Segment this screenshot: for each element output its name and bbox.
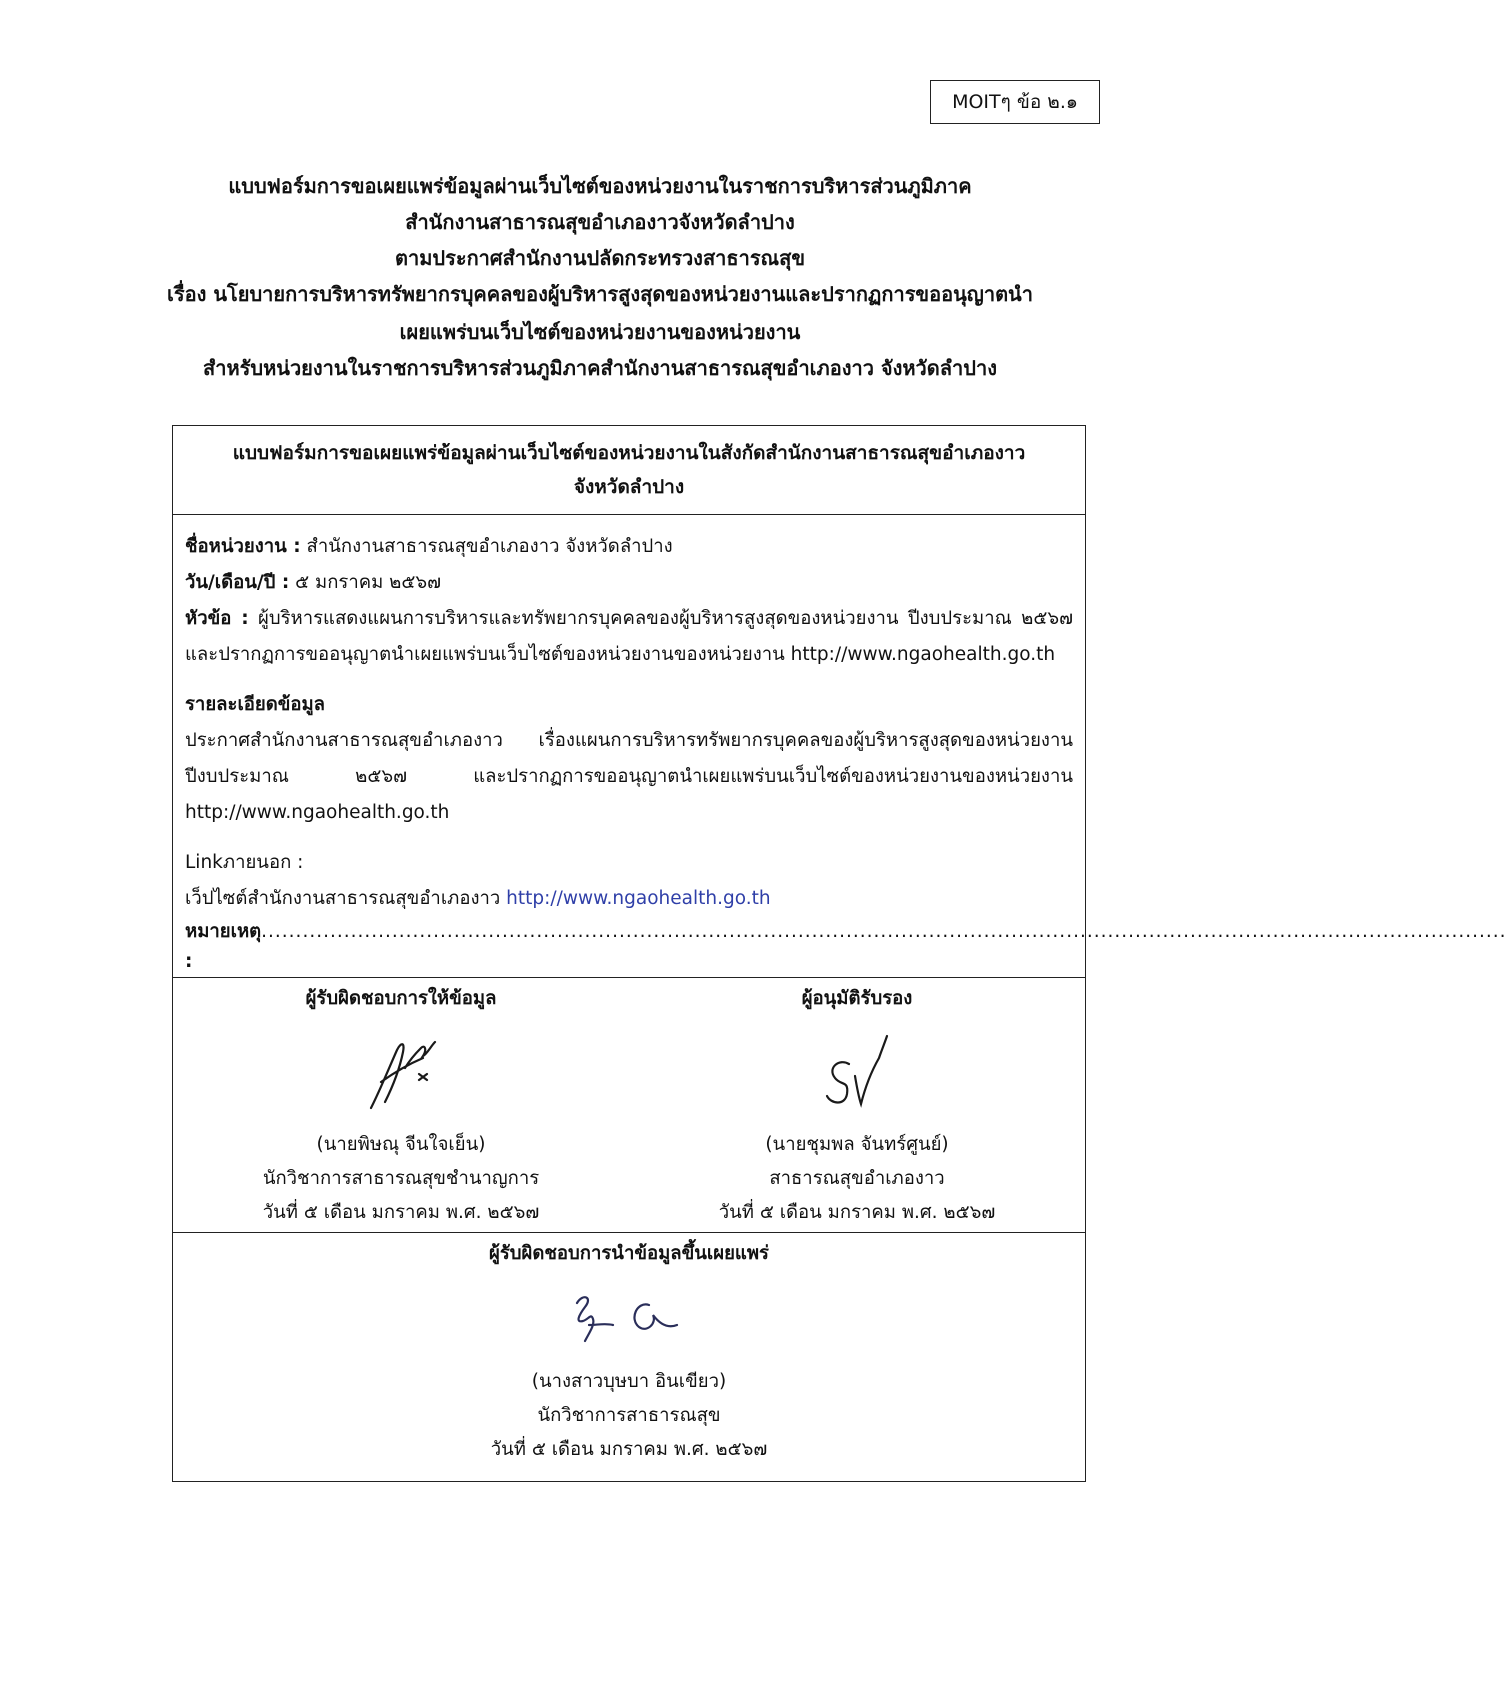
heading-line-6: สำหรับหน่วยงานในราชการบริหารส่วนภูมิภาคสำนักงานสาธารณสุขอำเภองาว จังหวัดลำปาง	[203, 356, 997, 380]
approver-position: สาธารณสุขอำเภองาว	[769, 1168, 945, 1189]
date-row	[185, 565, 1073, 601]
heading-line-5: เผยแพร่บนเว็บไซต์ของหน่วยงานของหน่วยงาน	[399, 320, 801, 344]
detail-label: รายละเอียดข้อมูล	[185, 694, 326, 715]
publisher-name: (นางสาวบุษบา อินเขียว)	[531, 1371, 727, 1392]
topic-row	[185, 601, 1073, 673]
document-code-box	[930, 80, 1100, 124]
heading-line-2: สำนักงานสาธารณสุขอำเภองาวจังหวัดลำปาง	[405, 210, 795, 234]
publication-form	[172, 425, 1507, 1482]
approver-signature	[797, 1028, 917, 1120]
topic-value: ผู้บริหารแสดงแผนการบริหารและทรัพยากรบุคคลของผู้บริหารสูงสุดของหน่วยงาน ปีงบประมาณ ๒๕๖๗ และปรากฏการขออนุญาตนำเผยแพร่บนเว็บไซต์ของหน่วยงานของหน่วยงาน http://www.ngaohealth.go.th	[185, 608, 1073, 665]
remark-dotted-line: .....................................................................................................................................................................................	[261, 921, 1507, 942]
spacer	[185, 673, 1073, 687]
provider-heading: ผู้รับผิดชอบการให้ข้อมูล	[305, 988, 497, 1009]
publisher-position: นักวิชาการสาธารณสุข	[537, 1405, 721, 1426]
document-code: MOITๆ ข้อ ๒.๑	[952, 91, 1078, 113]
topic-label: หัวข้อ :	[185, 608, 249, 629]
approver-heading: ผู้อนุมัติรับรอง	[801, 988, 913, 1009]
date-value: ๕ มกราคม ๒๕๖๗	[289, 572, 442, 593]
publisher-heading: ผู้รับผิดชอบการนำข้อมูลขึ้นเผยแพร่	[489, 1243, 769, 1264]
publisher-signature-block	[173, 1237, 1085, 1481]
provider-signature	[341, 1028, 461, 1120]
provider-name: (นายพิษณุ จีนใจเย็น)	[316, 1134, 486, 1155]
approver-name: (นายชุมพล จันทร์ศูนย์)	[765, 1134, 949, 1155]
remark-label: หมายเหตุ :	[185, 921, 262, 972]
form-title-line-2: จังหวัดลำปาง	[573, 476, 685, 498]
heading-line-1: แบบฟอร์มการขอเผยแพร่ข้อมูลผ่านเว็บไซต์ของหน่วยงานในราชการบริหารส่วนภูมิภาค	[228, 174, 972, 198]
publisher-date: วันที่ ๕ เดือน มกราคม พ.ศ. ๒๕๖๗	[490, 1439, 768, 1460]
unit-label: ชื่อหน่วยงาน :	[185, 536, 301, 557]
signature-row	[173, 978, 1085, 1233]
provider-signature-block	[173, 978, 629, 1232]
website-link[interactable]: http://www.ngaohealth.go.th	[506, 888, 771, 909]
information-section	[173, 515, 1507, 978]
external-link-label: Linkภายนอก :	[185, 852, 304, 873]
external-link-text: เว็ปไซต์สำนักงานสาธารณสุขอำเภองาว	[185, 888, 507, 909]
form-title-line-1: แบบฟอร์มการขอเผยแพร่ข้อมูลผ่านเว็บไซต์ของหน่วยงานในสังกัดสำนักงานสาธารณสุขอำเภองาว	[232, 442, 1026, 464]
unit-row	[185, 529, 1073, 565]
external-link-row	[185, 881, 1073, 917]
provider-position: นักวิชาการสาธารณสุขชำนาญการ	[262, 1168, 540, 1189]
heading-line-3: ตามประกาศสำนักงานปลัดกระทรวงสาธารณสุข	[394, 246, 805, 270]
publisher-signature	[549, 1285, 709, 1355]
remark-row	[185, 917, 1507, 977]
date-label: วัน/เดือน/ปี :	[185, 572, 290, 593]
provider-date: วันที่ ๕ เดือน มกราคม พ.ศ. ๒๕๖๗	[262, 1202, 540, 1223]
unit-value: สำนักงานสาธารณสุขอำเภองาว จังหวัดลำปาง	[300, 536, 673, 557]
spacer	[185, 831, 1073, 845]
document-heading	[100, 168, 1100, 386]
approver-date: วันที่ ๕ เดือน มกราคม พ.ศ. ๒๕๖๗	[718, 1202, 996, 1223]
heading-line-4: เรื่อง นโยบายการบริหารทรัพยากรบุคคลของผู้บริหารสูงสุดของหน่วยงานและปรากฏการขออนุญาตนำ	[167, 282, 1033, 306]
approver-signature-block	[629, 978, 1085, 1232]
detail-value: ประกาศสำนักงานสาธารณสุขอำเภองาว เรื่องแผนการบริหารทรัพยากรบุคคลของผู้บริหารสูงสุดของหน่วยงาน ปีงบประมาณ ๒๕๖๗ และปรากฏการขออนุญาตนำเผยแพร่บนเว็บไซต์ของหน่วยงานของหน่วยงาน http://www.ngaohealth.go.th	[185, 730, 1073, 823]
form-title	[173, 426, 1085, 515]
